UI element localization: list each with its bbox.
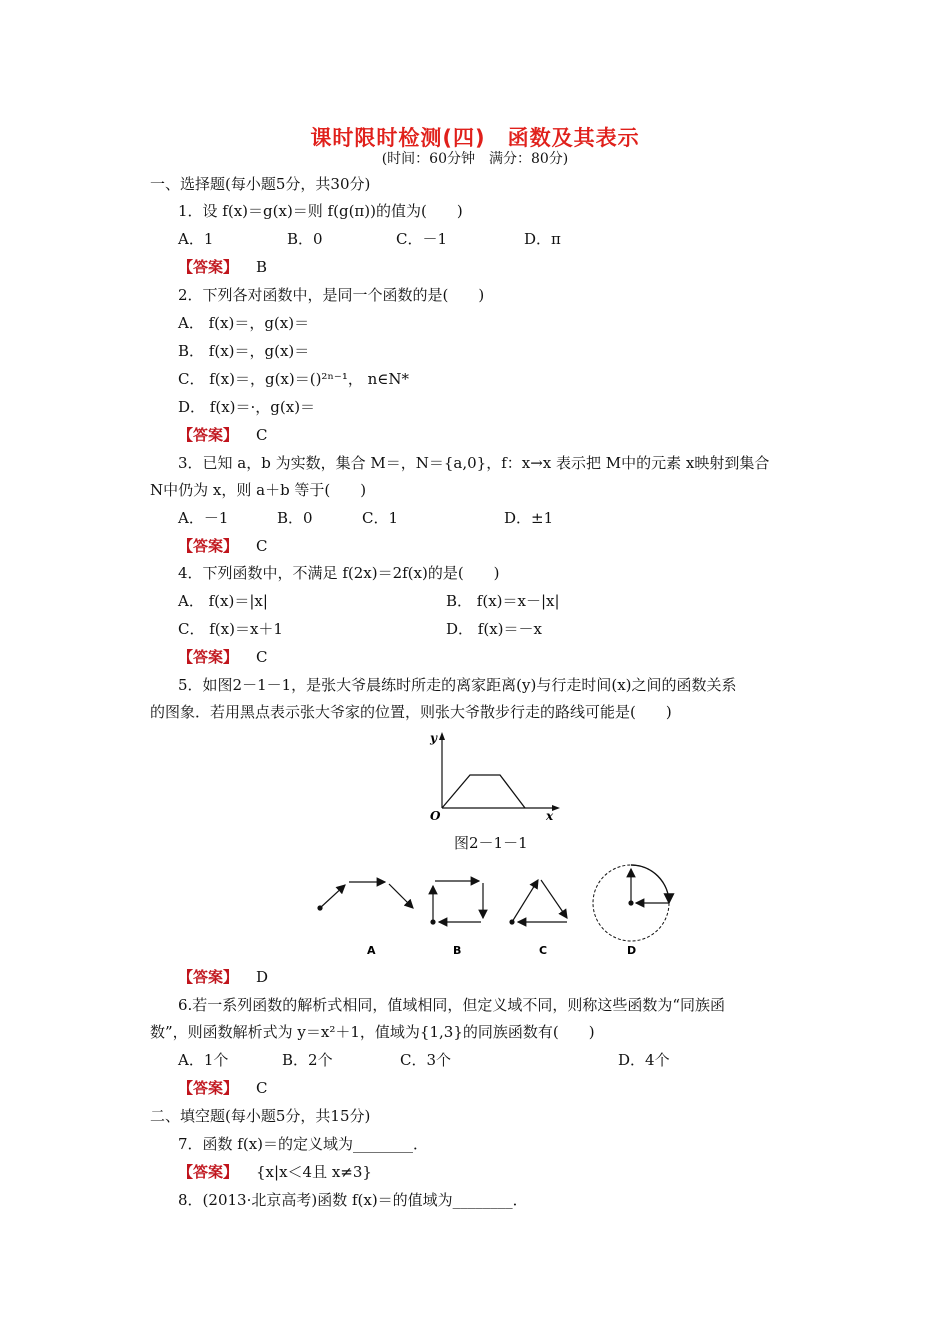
- y-axis-arrow-icon: [439, 732, 445, 740]
- q2-option-b: B． f(x)＝，g(x)＝: [178, 342, 310, 360]
- q3-option-b: B．0: [277, 509, 313, 527]
- q6-option-b: B．2个: [282, 1051, 333, 1069]
- q4-option-d: D． f(x)＝－x: [446, 620, 542, 638]
- figure-caption: 图2－1－1: [454, 834, 528, 852]
- q6-stem-line1: 6.若一系列函数的解析式相同，值域相同，但定义域不同，则称这些函数为“同族函: [178, 996, 725, 1014]
- q3-stem-line2: N中仍为 x，则 a＋b 等于( ): [150, 481, 367, 499]
- q4-option-c: C． f(x)＝x＋1: [178, 620, 283, 638]
- q1-option-b: B．0: [287, 230, 323, 248]
- route-option-b: [430, 881, 483, 957]
- q6-option-d: D．4个: [618, 1051, 670, 1069]
- q6-answer-value: C: [256, 1079, 268, 1097]
- distance-time-graph: [420, 728, 570, 824]
- q5-answer-value: D: [256, 968, 269, 986]
- route-option-d: [593, 865, 669, 957]
- q1-stem: 1．设 f(x)＝g(x)＝则 f(g(π))的值为( ): [178, 202, 463, 220]
- q3-option-c: C．1: [362, 509, 399, 527]
- q2-option-c: C． f(x)＝，g(x)＝()²ⁿ⁻¹， n∈N*: [178, 370, 410, 388]
- route-option-c: [509, 880, 567, 957]
- q4-option-b: B． f(x)＝x－|x|: [446, 592, 560, 610]
- q2-option-a: A． f(x)＝，g(x)＝: [178, 314, 310, 332]
- option-b-label: B: [453, 944, 462, 957]
- answer-label: 【答案】: [178, 648, 239, 666]
- q1-option-d: D．π: [524, 230, 561, 248]
- answer-label: 【答案】: [178, 258, 239, 276]
- route-option-a: [317, 882, 413, 957]
- section-heading-fill-in: 二、填空题(每小题5分，共15分): [150, 1107, 371, 1125]
- q8-stem: 8．(2013·北京高考)函数 f(x)＝的值域为________．: [178, 1191, 528, 1209]
- q1-option-a: A．1: [178, 230, 214, 248]
- page-title: 课时限时检测(四) 函数及其表示: [310, 126, 640, 150]
- q4-answer: [178, 647, 268, 667]
- q3-answer-value: C: [256, 537, 268, 555]
- page-subtitle: (时间：60分钟 满分：80分): [381, 151, 569, 167]
- answer-label: 【答案】: [178, 426, 239, 444]
- option-c-label: C: [539, 944, 548, 957]
- answer-label: 【答案】: [178, 1079, 239, 1097]
- q7-stem: 7．函数 f(x)＝的定义域为________．: [178, 1135, 429, 1153]
- q1-answer: [178, 257, 267, 277]
- route-options-figure: [305, 862, 725, 962]
- q5-stem-line1: 5．如图2－1－1，是张大爷晨练时所走的离家距离(y)与行走时间(x)之间的函数关系: [178, 676, 737, 694]
- q1-option-c: C．－1: [396, 230, 448, 248]
- q2-answer-value: C: [256, 426, 268, 444]
- q4-option-a: A． f(x)＝|x|: [178, 592, 268, 610]
- q6-answer: [178, 1078, 268, 1098]
- q7-answer-value: {x|x＜4且 x≠3}: [256, 1163, 372, 1181]
- x-axis-arrow-icon: [552, 805, 560, 811]
- origin-label: O: [430, 809, 441, 823]
- q7-answer: [178, 1162, 372, 1182]
- q3-option-d: D．±1: [504, 509, 554, 527]
- section-heading-choice: 一、选择题(每小题5分，共30分): [150, 175, 371, 193]
- q4-stem: 4．下列函数中，不满足 f(2x)＝2f(x)的是( ): [178, 564, 500, 582]
- q2-answer: [178, 425, 268, 445]
- q5-stem-line2: 的图象．若用黑点表示张大爷家的位置，则张大爷散步行走的路线可能是( ): [150, 703, 672, 721]
- q6-option-c: C．3个: [400, 1051, 452, 1069]
- option-d-label: D: [627, 944, 637, 957]
- q3-answer: [178, 536, 268, 556]
- q4-answer-value: C: [256, 648, 268, 666]
- option-a-label: A: [367, 944, 376, 957]
- answer-label: 【答案】: [178, 1163, 239, 1181]
- y-axis-label: y: [430, 731, 437, 745]
- answer-label: 【答案】: [178, 968, 239, 986]
- q6-stem-line2: 数”，则函数解析式为 y＝x²＋1，值域为{1,3}的同族函数有( ): [150, 1023, 595, 1041]
- answer-label: 【答案】: [178, 537, 239, 555]
- q1-answer-value: B: [256, 258, 268, 276]
- q2-stem: 2．下列各对函数中，是同一个函数的是( ): [178, 286, 485, 304]
- q2-option-d: D． f(x)＝·，g(x)＝: [178, 398, 316, 416]
- x-axis-label: x: [546, 809, 554, 823]
- q3-stem-line1: 3．已知 a，b 为实数，集合 M＝，N＝{a,0}，f：x→x 表示把 M中的元素 x映射到集合: [178, 454, 770, 472]
- q6-option-a: A．1个: [178, 1051, 229, 1069]
- q3-option-a: A．－1: [178, 509, 229, 527]
- trapezoid-curve: [442, 775, 525, 808]
- q5-answer: [178, 967, 268, 987]
